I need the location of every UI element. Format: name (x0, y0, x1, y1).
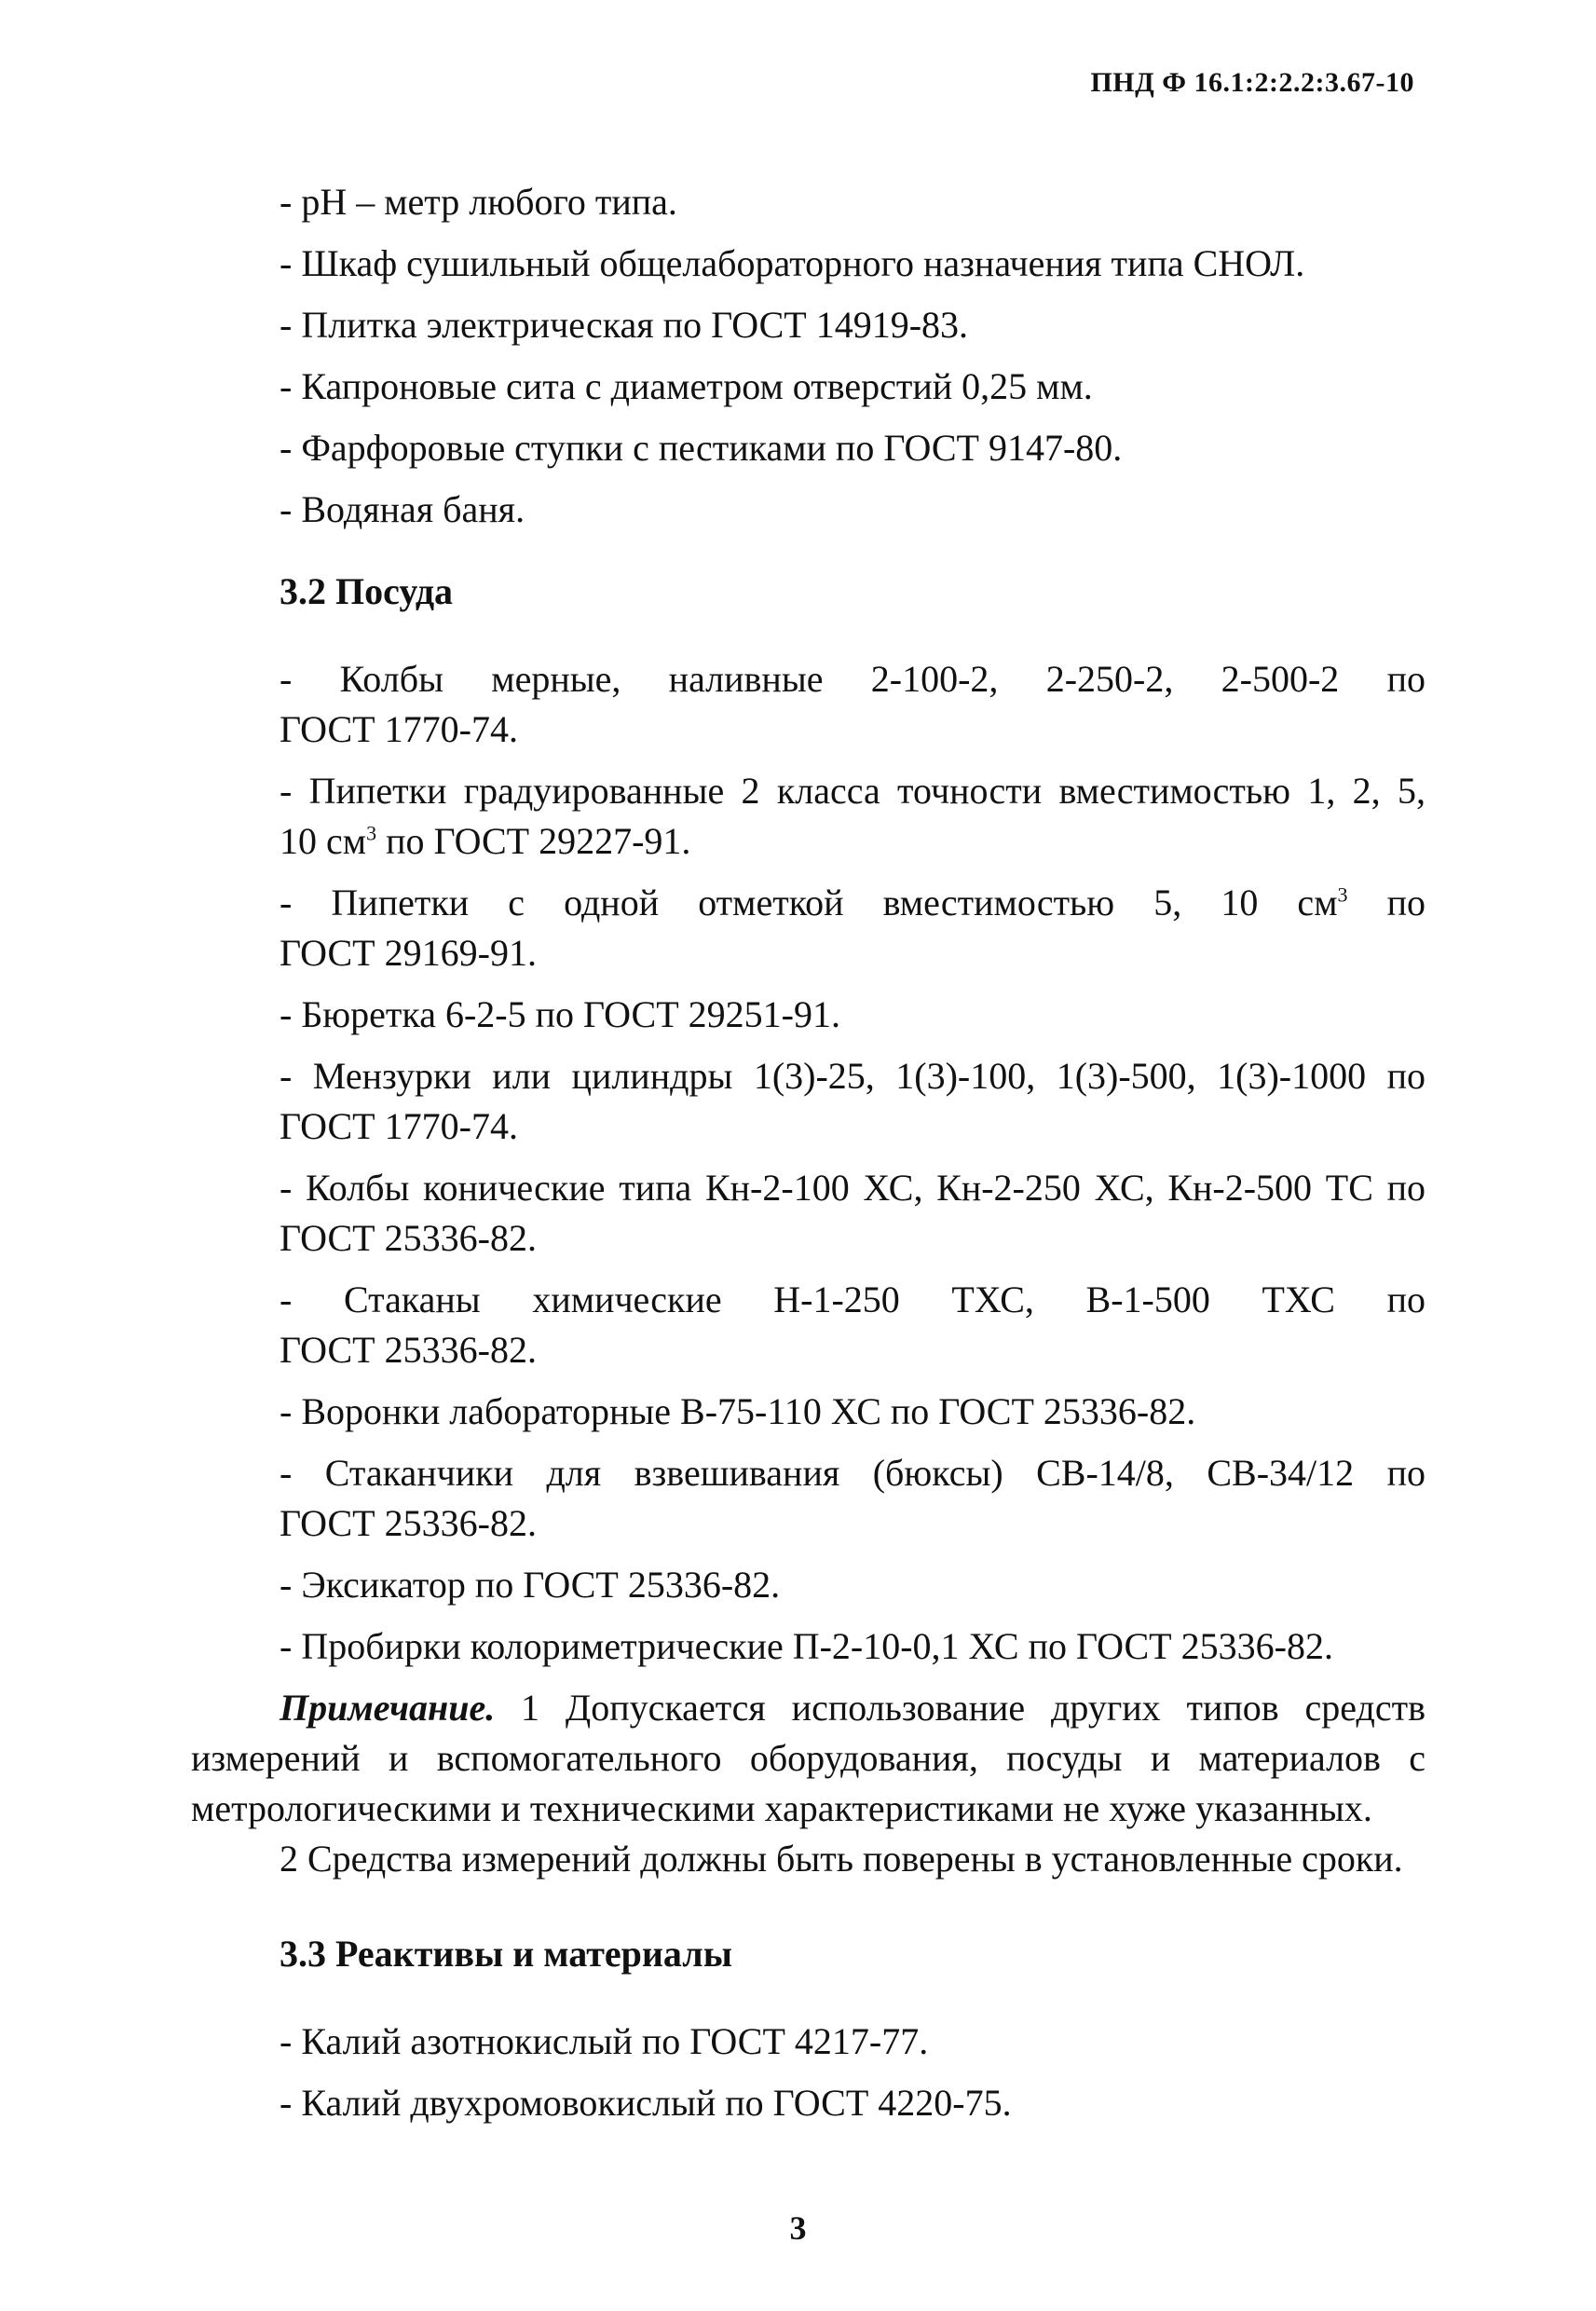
note-paragraph-2: 2 Средства измерений должны быть поверены в установленные сроки. (280, 1838, 1403, 1880)
list-item-line: - Колбы конические типа Кн-2-100 ХС, Кн-2-250 ХС, Кн-2-500 ТС по (280, 1167, 1425, 1209)
list-item-line (280, 878, 1425, 928)
note-text: 1 Допускается использование других типов средств измерений и вспомогательного оборудования, посуды и материалов с метрологическими и техническими характеристиками не хуже указанных. (191, 1687, 1425, 1829)
list-item-line: ГОСТ 25336-82. (280, 1217, 537, 1259)
list-item: - Калий азотнокислый по ГОСТ 4217-77. (280, 2020, 929, 2062)
list-item: - Плитка электрическая по ГОСТ 14919-83. (280, 304, 969, 346)
list-item-line: - Стаканчики для взвешивания (бюксы) СВ-14/8, СВ-34/12 по (280, 1452, 1425, 1494)
list-item: - Калий двухромовокислый по ГОСТ 4220-75. (280, 2082, 1012, 2124)
list-item-line: - Пипетки градуированные 2 класса точности вместимостью 1, 2, 5, (280, 770, 1425, 812)
list-item-line: - Колбы мерные, наливные 2-100-2, 2-250-2, 2-500-2 по (280, 658, 1425, 700)
list-item (280, 878, 1425, 978)
page-number: 3 (789, 2209, 807, 2247)
list-item (280, 1163, 1425, 1264)
list-item-line: ГОСТ 1770-74. (280, 1105, 518, 1147)
list-item-line: - Стаканы химические Н-1-250 ТХС, В-1-500 ТХС по (280, 1279, 1425, 1320)
list-item (280, 1448, 1425, 1549)
text-span: по (1347, 882, 1426, 923)
equipment-list (280, 177, 1425, 535)
list-item: - рН – метр любого типа. (280, 181, 677, 223)
list-item (280, 766, 1425, 867)
superscript: 3 (366, 821, 377, 845)
note-paragraph-1 (191, 1683, 1425, 1834)
list-item (280, 1560, 1425, 1610)
list-item-line: - Пробирки колориметрические П-2-10-0,1 ХС по ГОСТ 25336-82. (280, 1625, 1333, 1667)
text-span: по ГОСТ 29227-91. (376, 820, 691, 862)
section-title-reagents: 3.3 Реактивы и материалы (280, 1933, 732, 1975)
list-item (280, 1051, 1425, 1152)
list-item-line (280, 816, 1425, 867)
list-item (280, 1387, 1425, 1437)
list-item-line: - Мензурки или цилиндры 1(3)-25, 1(3)-100, 1(3)-500, 1(3)-1000 по (280, 1055, 1425, 1097)
list-item-line: - Бюретка 6-2-5 по ГОСТ 29251-91. (280, 993, 840, 1035)
document-code-header: ПНД Ф 16.1:2:2.2:3.67-10 (1090, 67, 1414, 98)
list-item: - Водяная баня. (280, 488, 525, 530)
list-item-line: ГОСТ 1770-74. (280, 708, 518, 750)
section-title-glassware: 3.2 Посуда (280, 570, 454, 612)
text-span: 10 см (280, 820, 367, 862)
list-item-line: - Воронки лабораторные В-75-110 ХС по ГОСТ 25336-82. (280, 1390, 1196, 1432)
list-item: - Капроновые сита с диаметром отверстий 0,25 мм. (280, 365, 1093, 407)
glassware-list (280, 654, 1425, 1672)
list-item (280, 1621, 1425, 1672)
list-item-line: - Эксикатор по ГОСТ 25336-82. (280, 1564, 781, 1606)
list-item-line: ГОСТ 25336-82. (280, 1329, 537, 1371)
text-span: - Пипетки с одной отметкой вместимостью 5, 10 см (280, 882, 1338, 923)
list-item (280, 654, 1425, 755)
reagents-list (280, 2017, 1425, 2128)
note-label: Примечание. (280, 1687, 496, 1729)
list-item: - Шкаф сушильный общелабораторного назначения типа СНОЛ. (280, 242, 1305, 284)
list-item (280, 990, 1425, 1040)
page-content (191, 177, 1426, 2140)
list-item (280, 1275, 1425, 1375)
list-item: - Фарфоровые ступки с пестиками по ГОСТ 9147-80. (280, 427, 1123, 469)
list-item-line: ГОСТ 29169-91. (280, 932, 537, 974)
list-item-line: ГОСТ 25336-82. (280, 1502, 537, 1544)
superscript: 3 (1337, 882, 1348, 907)
note-block (191, 1683, 1425, 1884)
